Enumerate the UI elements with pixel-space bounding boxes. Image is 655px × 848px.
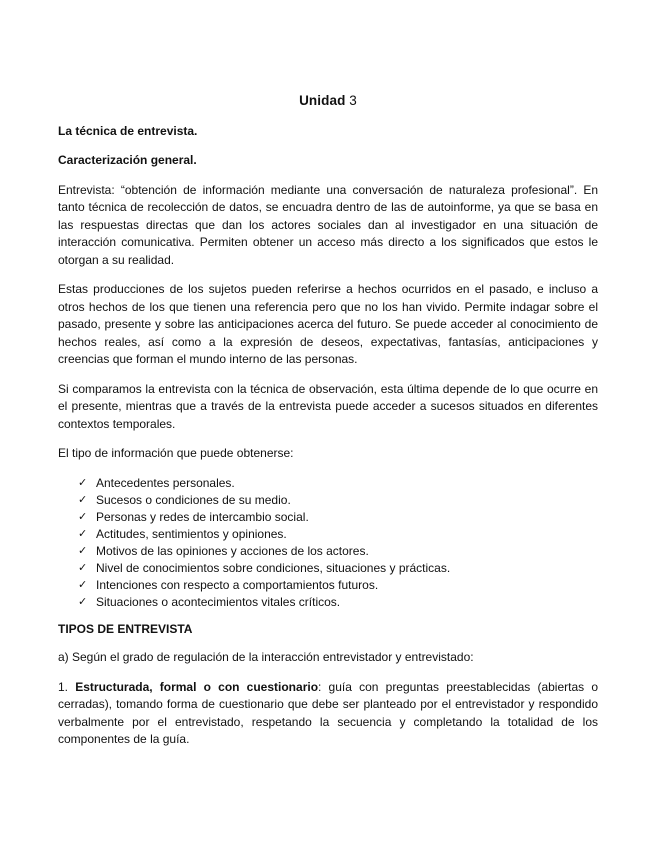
checkmark-icon: ✓: [78, 561, 88, 574]
checkmark-icon: ✓: [78, 595, 88, 608]
subsection-title: a) Según el grado de regulación de la interacción entrevistador y entrevistado:: [58, 650, 474, 664]
page-title: [58, 92, 598, 110]
paragraph-definicion: Entrevista: “obtención de información mediante una conversación de naturaleza profesional”. En tanto técnica de recolección de datos, se encuadra dentro de las de autoinforme, ya que se basa en las respuestas directas que dan los actores sociales dan al investigador en una situación de interacción comunicativa. Permiten obtener un acceso más directo a los significados que estos le otorgan a su realidad.: [58, 182, 598, 267]
heading-tecnica: La técnica de entrevista.: [58, 123, 198, 138]
list-item: ✓ Nivel de conocimientos sobre condiciones, situaciones y prácticas.: [78, 560, 451, 575]
item-text: : guía con preguntas preestablecidas (abiertas o cerradas), tomando forma de cuestionario que debe ser planteado por el entrevistador y respondido verbalmente por el entrevistado, respetando la secuencia y completando la totalidad de los componentes de la guía.: [58, 679, 598, 746]
checklist: [58, 475, 598, 611]
section-title: TIPOS DE ENTREVISTA: [58, 621, 193, 636]
heading-caracterizacion: Caracterización general.: [58, 153, 197, 167]
list-item: ✓ Motivos de las opiniones y acciones de los actores.: [78, 543, 369, 558]
list-item: ✓ Antecedentes personales.: [78, 475, 235, 490]
checkmark-icon: ✓: [78, 493, 88, 506]
item-number: 1.: [58, 679, 69, 694]
checkmark-icon: ✓: [78, 578, 88, 591]
item-term: Estructurada, formal o con cuestionario: [75, 679, 319, 694]
list-item: ✓ Intenciones con respecto a comportamientos futuros.: [78, 577, 379, 592]
checkmark-icon: ✓: [78, 476, 88, 489]
checkmark-icon: ✓: [78, 510, 88, 523]
paragraph-comparacion: Si comparamos la entrevista con la técnica de observación, esta última depende de lo que ocurre en el presente, mientras que a través de la entrevista puede acceder a sucesos situados en diferentes contextos temporales.: [58, 381, 598, 431]
title-label: Unidad: [299, 93, 346, 108]
checkmark-icon: ✓: [78, 544, 88, 557]
paragraph-estructurada: [58, 679, 598, 749]
list-item: ✓ Situaciones o acontecimientos vitales críticos.: [78, 594, 341, 609]
list-item: ✓ Personas y redes de intercambio social.: [78, 509, 309, 524]
title-number: 3: [349, 93, 357, 108]
paragraph-tipo-informacion: El tipo de información que puede obtenerse:: [58, 446, 294, 460]
list-item: ✓ Sucesos o condiciones de su medio.: [78, 492, 291, 507]
list-item: ✓ Actitudes, sentimientos y opiniones.: [78, 526, 287, 541]
paragraph-producciones: Estas producciones de los sujetos pueden referirse a hechos ocurridos en el pasado, e incluso a otros hechos de los que tienen una referencia pero que no los han vivido. Permite indagar sobre el pasado, presente y sobre las anticipaciones acerca del futuro. Se puede acceder al conocimiento de hechos reales, así como a la expresión de deseos, expectativas, fantasías, anticipaciones y creencias que forman el mundo interno de las personas.: [58, 282, 598, 366]
checkmark-icon: ✓: [78, 527, 88, 540]
